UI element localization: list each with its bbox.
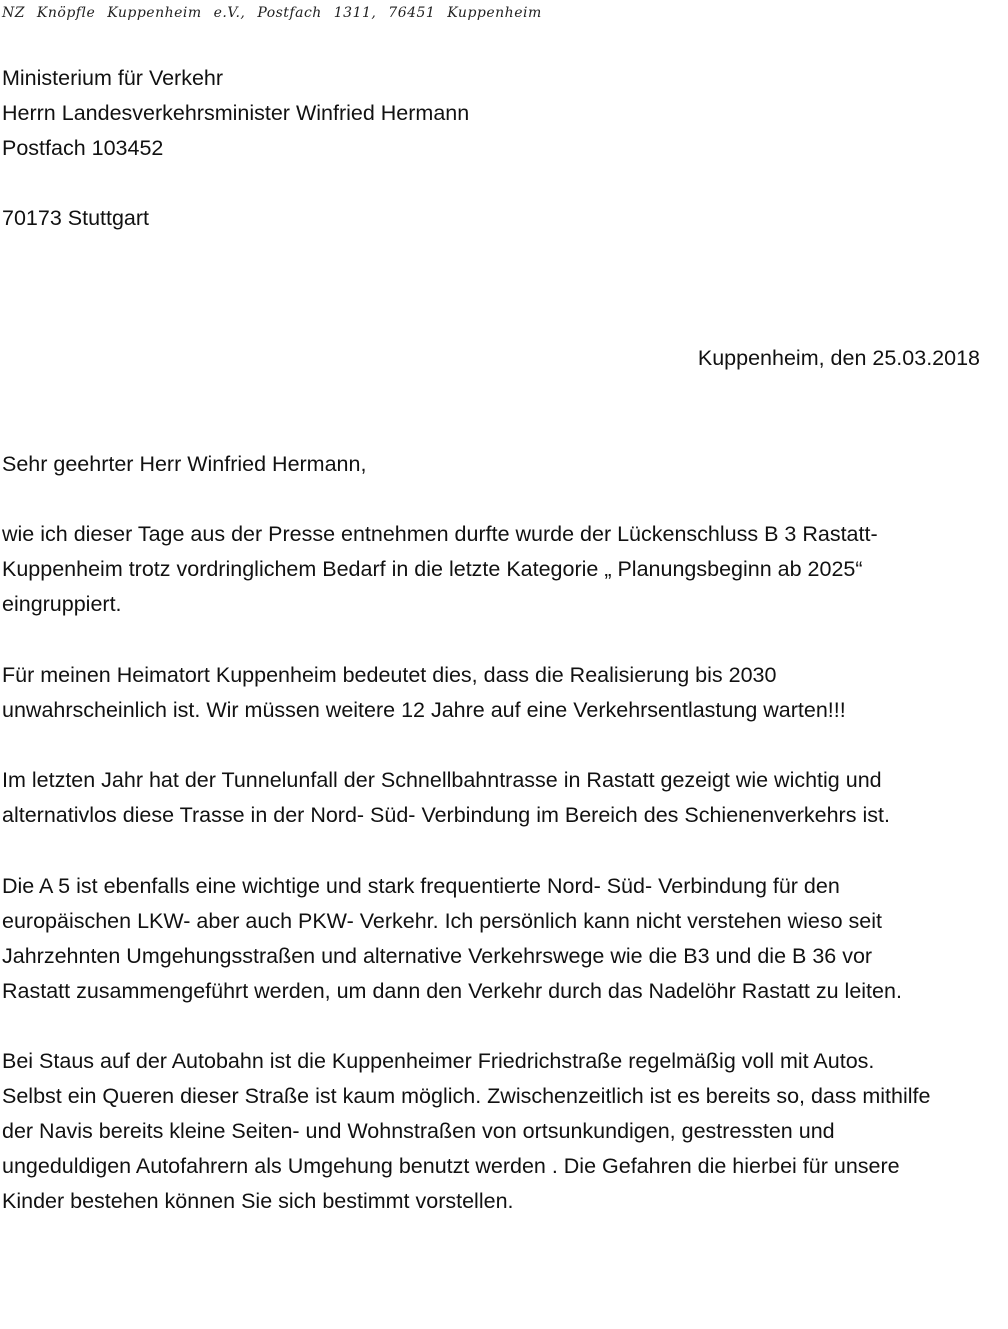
recipient-postbox: Postfach 103452 [2,136,164,160]
paragraph-line: Im letzten Jahr hat der Tunnelunfall der Schnellbahntrasse in Rastatt gezeigt wie wichtig und [2,768,882,792]
paragraph-line: eingruppiert. [2,592,122,616]
paragraph-line: Kuppenheim trotz vordringlichem Bedarf in die letzte Kategorie „ Planungsbeginn ab 2025“ [2,557,863,581]
paragraph-4 [2,869,902,1009]
paragraph-line: wie ich dieser Tage aus der Presse entnehmen durfte wurde der Lückenschluss B 3 Rastatt- [2,522,878,546]
paragraph-line: ungeduldigen Autofahrern als Umgehung benutzt werden . Die Gefahren die hierbei für unsere [2,1154,900,1178]
paragraph-line: Für meinen Heimatort Kuppenheim bedeutet dies, dass die Realisierung bis 2030 [2,663,777,687]
recipient-name: Herrn Landesverkehrsminister Winfried Hermann [2,101,470,125]
paragraph-line: unwahrscheinlich ist. Wir müssen weitere 12 Jahre auf eine Verkehrsentlastung warten!!! [2,698,846,722]
sender-address-line: NZ Knöpfle Kuppenheim e.V., Postfach 1311, 76451 Kuppenheim [2,5,542,21]
paragraph-3 [2,763,890,833]
recipient-ministry: Ministerium für Verkehr [2,66,224,90]
salutation: Sehr geehrter Herr Winfried Hermann, [2,452,367,476]
recipient-address-block [2,61,469,166]
paragraph-line: alternativlos diese Trasse in der Nord- Süd- Verbindung im Bereich des Schienenverkehrs ist. [2,803,890,827]
paragraph-line: Selbst ein Queren dieser Straße ist kaum möglich. Zwischenzeitlich ist es bereits so, dass mithilfe [2,1084,931,1108]
paragraph-1 [2,517,878,622]
paragraph-line: Bei Staus auf der Autobahn ist die Kuppenheimer Friedrichstraße regelmäßig voll mit Autos. [2,1049,875,1073]
paragraph-line: Jahrzehnten Umgehungsstraßen und alternative Verkehrswege wie die B3 und die B 36 vor [2,944,873,968]
recipient-city: 70173 Stuttgart [2,206,150,230]
paragraph-line: Kinder bestehen können Sie sich bestimmt vorstellen. [2,1189,514,1213]
paragraph-line: Rastatt zusammengeführt werden, um dann den Verkehr durch das Nadelöhr Rastatt zu leiten. [2,979,902,1003]
paragraph-line: der Navis bereits kleine Seiten- und Wohnstraßen von ortsunkundigen, gestressten und [2,1119,835,1143]
paragraph-5 [2,1044,930,1219]
paragraph-line: Die A 5 ist ebenfalls eine wichtige und stark frequentierte Nord- Süd- Verbindung für den [2,874,840,898]
letter-date: Kuppenheim, den 25.03.2018 [697,346,980,370]
paragraph-line: europäischen LKW- aber auch PKW- Verkehr. Ich persönlich kann nicht verstehen wieso seit [2,909,882,933]
paragraph-2 [2,658,846,728]
